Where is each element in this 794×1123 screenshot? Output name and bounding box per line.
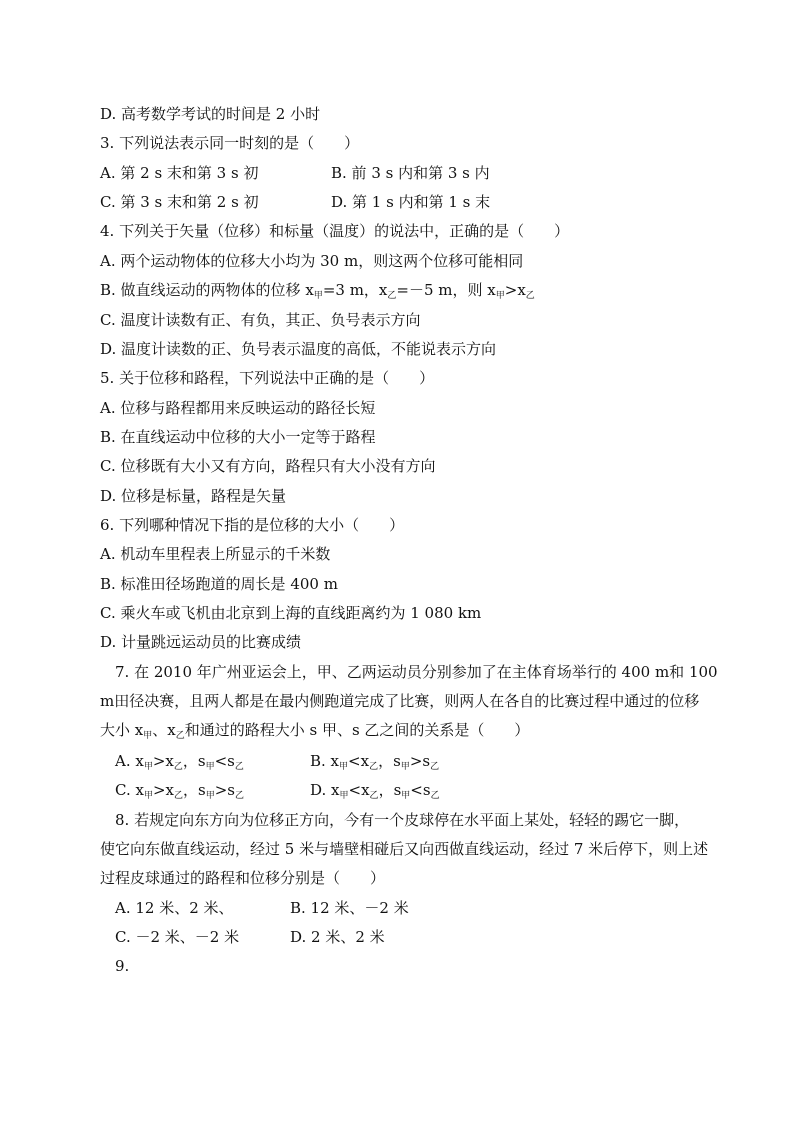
q5-stem: 5. 关于位移和路程，下列说法中正确的是（ ） [100, 369, 435, 387]
q4-stem: 4. 下列关于矢量（位移）和标量（温度）的说法中，正确的是（ ） [100, 222, 570, 240]
q8-options-row2 [115, 927, 385, 947]
q6-option-a: A. 机动车里程表上所显示的千米数 [100, 545, 331, 563]
q5-option-a: A. 位移与路程都用来反映运动的路径长短 [100, 399, 376, 417]
q6-option-d: D. 计量跳远运动员的比赛成绩 [100, 633, 302, 651]
q8-stem-line2: 使它向东做直线运动，经过 5 米与墙壁相碰后又向西做直线运动，经过 7 米后停下，则上述 [100, 840, 709, 858]
q4-option-b: B. 做直线运动的两物体的位移 $x_甲=3$ m，$x_乙=-5$ m，则 $x_甲>x_乙$ [100, 281, 535, 301]
q4-option-c: C. 温度计读数有正、有负，其正、负号表示方向 [100, 311, 421, 329]
q8-option-d: D. 2 米、2 米 [290, 928, 385, 946]
q4-option-d: D. 温度计读数的正、负号表示温度的高低，不能说表示方向 [100, 340, 497, 358]
q7-stem-line3: 大小 $x_甲$、$x_乙$和通过的路程大小 s 甲、s 乙之间的关系是（ ） [100, 721, 530, 741]
q5-option-d: D. 位移是标量，路程是矢量 [100, 487, 287, 505]
q6-stem: 6. 下列哪种情况下指的是位移的大小（ ） [100, 516, 405, 534]
q8-options-row1 [115, 898, 409, 918]
q7-options-row1 [115, 751, 440, 772]
q3-option-b: B. 前 3 s 内和第 3 s 内 [331, 164, 490, 182]
q7-stem-line1: 7. 在 2010 年广州亚运会上，甲、乙两运动员分别参加了在主体育场举行的 400 m和 100 [115, 663, 718, 681]
q7-option-a: A. $x_甲>x_乙$，$s_甲<s_乙$ [115, 752, 244, 772]
q2-option-d: D. 高考数学考试的时间是 2 小时 [100, 105, 321, 123]
q8-option-b: B. 12 米、－2 米 [290, 899, 409, 917]
q6-option-c: C. 乘火车或飞机由北京到上海的直线距离约为 1 080 km [100, 604, 482, 622]
q4-option-a: A. 两个运动物体的位移大小均为 30 m，则这两个位移可能相同 [100, 252, 524, 270]
q3-stem: 3. 下列说法表示同一时刻的是（ ） [100, 134, 360, 152]
q5-option-b: B. 在直线运动中位移的大小一定等于路程 [100, 428, 376, 446]
q7-stem-line2: m田径决赛，且两人都是在最内侧跑道完成了比赛，则两人在各自的比赛过程中通过的位移 [100, 692, 700, 710]
q7-option-b: B. $x_甲<x_乙$，$s_甲>s_乙$ [310, 752, 440, 772]
q8-option-a: A. 12 米、2 米、 [115, 899, 234, 917]
q5-option-c: C. 位移既有大小又有方向，路程只有大小没有方向 [100, 457, 436, 475]
q3-option-a: A. 第 2 s 末和第 3 s 初 [100, 164, 259, 182]
q3-options-row2 [100, 192, 491, 212]
q8-stem-line3: 过程皮球通过的路程和位移分别是（ ） [100, 869, 386, 887]
q7-options-row2 [115, 780, 440, 801]
q8-stem-line1: 8. 若规定向东方向为位移正方向，今有一个皮球停在水平面上某处，轻轻的踢它一脚， [115, 811, 690, 829]
q7-option-c: C. $x_甲>x_乙$，$s_甲>s_乙$ [115, 781, 245, 801]
q3-option-c: C. 第 3 s 末和第 2 s 初 [100, 193, 259, 211]
q7-option-d: D. $x_甲<x_乙$，$s_甲<s_乙$ [310, 781, 440, 801]
q3-options-row1 [100, 163, 490, 183]
q6-option-b: B. 标准田径场跑道的周长是 400 m [100, 575, 338, 593]
q3-option-d: D. 第 1 s 内和第 1 s 末 [331, 193, 491, 211]
q9-number: 9. [115, 957, 130, 975]
q8-option-c: C. －2 米、－2 米 [115, 928, 240, 946]
